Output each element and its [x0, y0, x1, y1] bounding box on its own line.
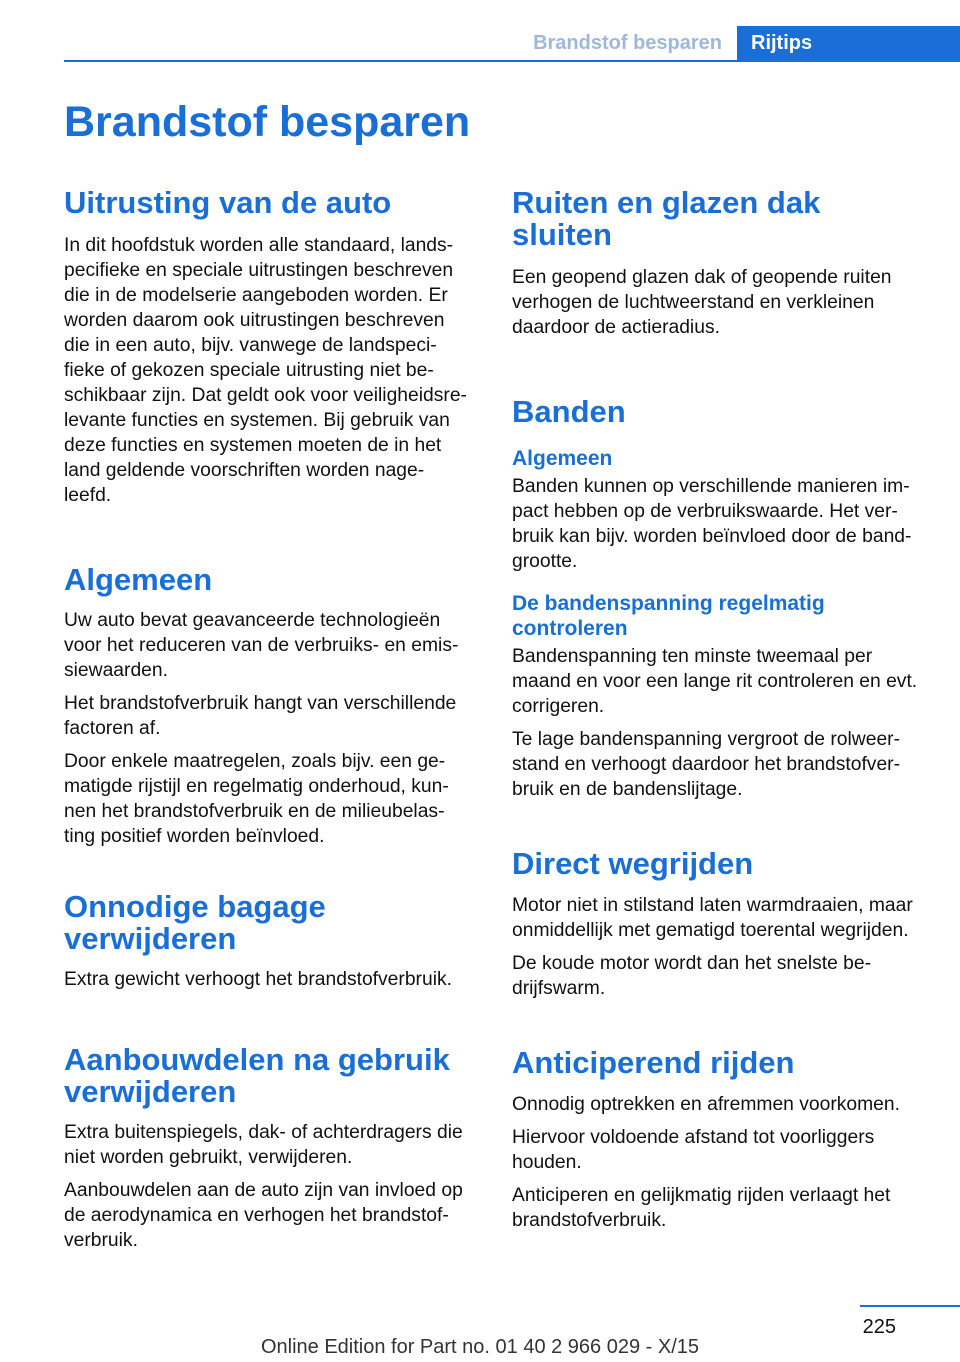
paragraph-direct-2: De koude motor wordt dan het snelste be- drijfswarm. — [512, 953, 872, 999]
paragraph-aanbouwdelen-1: Extra buitenspiegels, dak- of achterdragers die niet worden gebruikt, verwijderen. — [64, 1122, 463, 1168]
paragraph-algemeen-2: Het brandstofverbruik hangt van verschillende factoren af. — [64, 693, 457, 739]
paragraph-algemeen-1: Uw auto bevat geavanceerde technologieën voor het reduceren van de verbruiks- en emis- siewaarden. — [64, 610, 459, 681]
paragraph-uitrusting: In dit hoofdstuk worden alle standaard, lands- pecifieke en speciale uitrustingen beschreven die in de modelserie aangeboden worden. Er worden daarom ook uitrustingen beschreven die in een auto, bijv. vanwege de landspeci- fieke of gekozen speciale uitrusting niet be- schikbaar zijn. Dat geldt ook voor veiligheidsre- levante functies en systemen. Bij gebruik van deze functies en systemen moeten de in het land geldende voorschriften worden nage- leefd. — [64, 235, 467, 506]
footer-rule — [860, 1305, 960, 1307]
heading-uitrusting: Uitrusting van de auto — [64, 185, 392, 220]
paragraph-bandenspanning-2: Te lage bandenspanning vergroot de rolweer- stand en verhoogt daardoor het brandstofver- bruik en de bandenslijtage. — [512, 729, 901, 800]
paragraph-anticiperend-1: Onnodig optrekken en afremmen voorkomen. — [512, 1094, 900, 1115]
subheading-banden-algemeen: Algemeen — [512, 447, 613, 470]
paragraph-direct-1: Motor niet in stilstand laten warmdraaien, maar onmiddellijk met gematigd toerental wegrijden. — [512, 895, 913, 941]
paragraph-anticiperend-2: Hiervoor voldoende afstand tot voorliggers houden. — [512, 1127, 875, 1173]
paragraph-aanbouwdelen-2: Aanbouwdelen aan de auto zijn van invloed op de aerodynamica en verhogen het brandstof- verbruik. — [64, 1180, 463, 1251]
edition-footer: Online Edition for Part no. 01 40 2 966 029 - X/15 — [260, 1336, 700, 1358]
paragraph-ruiten: Een geopend glazen dak of geopende ruiten verhogen de luchtweerstand en verkleinen daardoor de actieradius. — [512, 267, 892, 338]
header-rule — [64, 60, 960, 62]
heading-anticiperend: Anticiperend rijden — [512, 1045, 795, 1080]
heading-banden: Banden — [512, 394, 626, 429]
heading-direct-wegrijden: Direct wegrijden — [512, 846, 754, 881]
heading-aanbouwdelen: Aanbouwdelen na gebruik verwijderen — [64, 1042, 450, 1109]
paragraph-anticiperend-3: Anticiperen en gelijkmatig rijden verlaagt het brandstofverbruik. — [512, 1185, 891, 1231]
heading-bagage: Onnodige bagage verwijderen — [64, 889, 326, 956]
paragraph-bandenspanning-1: Bandenspanning ten minste tweemaal per maand en voor een lange rit controleren en evt. corrigeren. — [512, 646, 918, 717]
heading-algemeen: Algemeen — [64, 562, 213, 597]
heading-ruiten: Ruiten en glazen dak sluiten — [512, 185, 821, 252]
page-title: Brandstof besparen — [64, 98, 471, 146]
left-column — [64, 182, 480, 1253]
paragraph-bagage: Extra gewicht verhoogt het brandstofverbruik. — [64, 969, 452, 990]
right-column — [512, 182, 928, 1233]
paragraph-algemeen-3: Door enkele maatregelen, zoals bijv. een ge- matigde rijstijl en regelmatig onderhoud, kun- nen het brandstofverbruik en de milieubelas- ting positief worden beïnvloed. — [64, 751, 449, 847]
paragraph-banden-algemeen: Banden kunnen op verschillende manieren im- pact hebben op de verbruikswaarde. Het ver- bruik kan bijv. worden beïnvloed door de band- grootte. — [512, 476, 912, 572]
header-chapter-tab: Rijtips — [737, 26, 960, 62]
subheading-bandenspanning: De bandenspanning regelmatig controleren — [512, 592, 825, 640]
page-number: 225 — [862, 1316, 896, 1338]
header-section-tab: Brandstof besparen — [533, 32, 722, 54]
